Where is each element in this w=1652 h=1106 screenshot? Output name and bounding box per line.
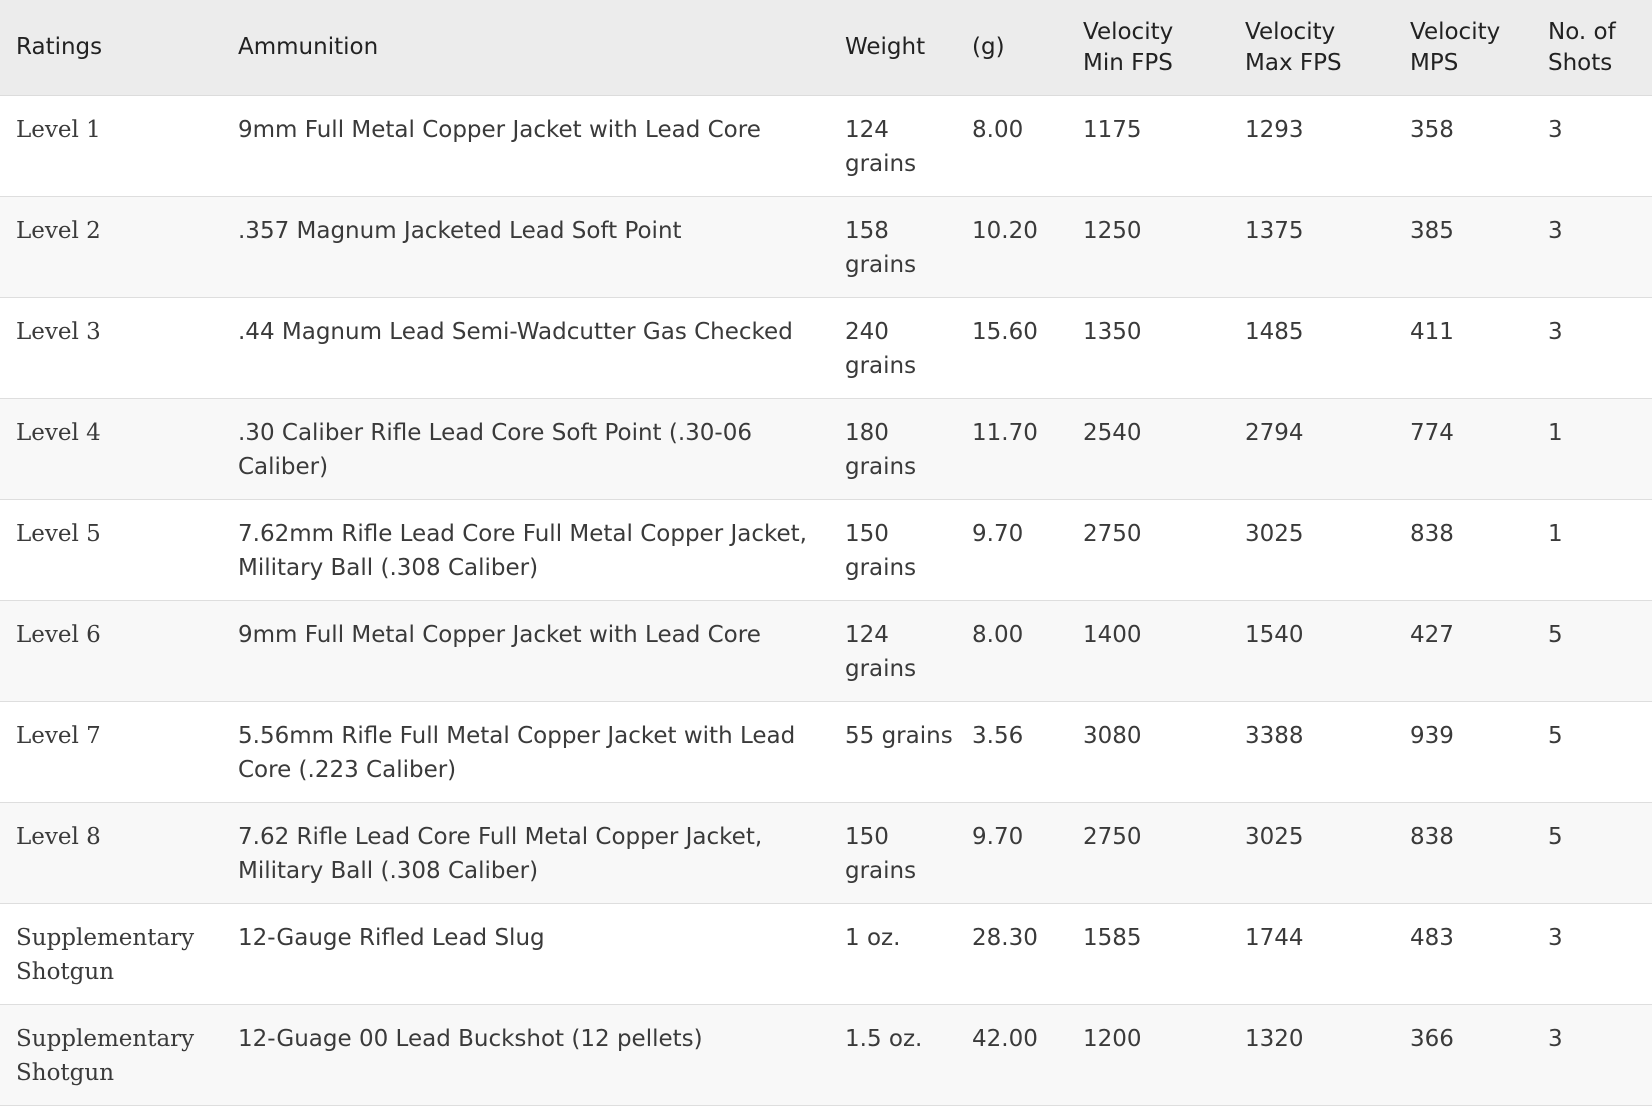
header-velocity-max-fps: Velocity Max FPS	[1245, 18, 1342, 76]
velocity-mps-cell: 427	[1410, 622, 1454, 648]
grams-cell: 28.30	[972, 925, 1038, 951]
table-row	[0, 96, 1652, 197]
ammunition-cell: 9mm Full Metal Copper Jacket with Lead Core	[238, 622, 761, 648]
velocity-min-cell: 1175	[1083, 117, 1142, 143]
velocity-min-cell: 2750	[1083, 824, 1142, 850]
rating-link[interactable]: Level 4	[16, 420, 101, 446]
table-row	[0, 1005, 1652, 1106]
ammunition-cell: 7.62 Rifle Lead Core Full Metal Copper Jacket, Military Ball (.308 Caliber)	[238, 824, 763, 884]
grams-cell: 3.56	[972, 723, 1024, 749]
ammunition-cell: .357 Magnum Jacketed Lead Soft Point	[238, 218, 682, 244]
shots-cell: 5	[1548, 723, 1563, 749]
velocity-mps-cell: 411	[1410, 319, 1454, 345]
velocity-min-cell: 1250	[1083, 218, 1142, 244]
weight-cell: 158 grains	[845, 218, 917, 278]
velocity-mps-cell: 838	[1410, 824, 1454, 850]
velocity-min-cell: 2540	[1083, 420, 1142, 446]
grams-cell: 11.70	[972, 420, 1038, 446]
shots-cell: 5	[1548, 824, 1563, 850]
rating-link[interactable]: Level 1	[16, 117, 101, 143]
shots-cell: 5	[1548, 622, 1563, 648]
table-row	[0, 702, 1652, 803]
velocity-mps-cell: 358	[1410, 117, 1454, 143]
header-number-of-shots: No. of Shots	[1548, 18, 1616, 76]
ammunition-cell: 7.62mm Rifle Lead Core Full Metal Copper Jacket, Military Ball (.308 Caliber)	[238, 521, 807, 581]
velocity-min-cell: 1350	[1083, 319, 1142, 345]
velocity-max-cell: 1375	[1245, 218, 1304, 244]
velocity-max-cell: 3388	[1245, 723, 1304, 749]
velocity-max-cell: 1744	[1245, 925, 1304, 951]
table-row	[0, 197, 1652, 298]
grams-cell: 8.00	[972, 622, 1024, 648]
grams-cell: 9.70	[972, 824, 1024, 850]
header-grams: (g)	[972, 34, 1005, 60]
grams-cell: 15.60	[972, 319, 1038, 345]
velocity-max-cell: 3025	[1245, 521, 1304, 547]
rating-link[interactable]: Level 2	[16, 218, 101, 244]
velocity-max-cell: 1485	[1245, 319, 1304, 345]
velocity-min-cell: 1400	[1083, 622, 1142, 648]
rating-link[interactable]: Supplementary Shotgun	[16, 1026, 195, 1086]
velocity-mps-cell: 838	[1410, 521, 1454, 547]
ammunition-cell: .44 Magnum Lead Semi-Wadcutter Gas Checked	[238, 319, 793, 345]
shots-cell: 3	[1548, 319, 1563, 345]
rating-link[interactable]: Supplementary Shotgun	[16, 925, 195, 985]
weight-cell: 1 oz.	[845, 925, 901, 951]
weight-cell: 1.5 oz.	[845, 1026, 923, 1052]
velocity-min-cell: 1585	[1083, 925, 1142, 951]
header-velocity-mps: Velocity MPS	[1410, 18, 1501, 76]
velocity-mps-cell: 774	[1410, 420, 1454, 446]
grams-cell: 42.00	[972, 1026, 1038, 1052]
rating-link[interactable]: Level 7	[16, 723, 101, 749]
shots-cell: 3	[1548, 117, 1563, 143]
velocity-max-cell: 3025	[1245, 824, 1304, 850]
ammunition-cell: .30 Caliber Rifle Lead Core Soft Point (.30-06 Caliber)	[238, 420, 752, 480]
shots-cell: 1	[1548, 420, 1563, 446]
velocity-mps-cell: 483	[1410, 925, 1454, 951]
ammunition-cell: 12-Guage 00 Lead Buckshot (12 pellets)	[238, 1026, 703, 1052]
weight-cell: 180 grains	[845, 420, 917, 480]
weight-cell: 240 grains	[845, 319, 917, 379]
velocity-mps-cell: 385	[1410, 218, 1454, 244]
weight-cell: 55 grains	[845, 723, 953, 749]
table-row	[0, 500, 1652, 601]
rating-link[interactable]: Level 5	[16, 521, 101, 547]
table-row	[0, 803, 1652, 904]
table-row	[0, 904, 1652, 1005]
grams-cell: 9.70	[972, 521, 1024, 547]
weight-cell: 150 grains	[845, 824, 917, 884]
table-body	[0, 96, 1652, 1106]
velocity-mps-cell: 366	[1410, 1026, 1454, 1052]
ammunition-cell: 12-Gauge Rifled Lead Slug	[238, 925, 545, 951]
rating-link[interactable]: Level 8	[16, 824, 101, 850]
velocity-max-cell: 1320	[1245, 1026, 1304, 1052]
shots-cell: 1	[1548, 521, 1563, 547]
rating-link[interactable]: Level 6	[16, 622, 101, 648]
weight-cell: 124 grains	[845, 117, 917, 177]
header-ratings: Ratings	[16, 34, 103, 60]
velocity-max-cell: 1293	[1245, 117, 1304, 143]
header-velocity-min-fps: Velocity Min FPS	[1083, 18, 1174, 76]
velocity-max-cell: 1540	[1245, 622, 1304, 648]
table-row	[0, 601, 1652, 702]
weight-cell: 150 grains	[845, 521, 917, 581]
weight-cell: 124 grains	[845, 622, 917, 682]
velocity-min-cell: 2750	[1083, 521, 1142, 547]
shots-cell: 3	[1548, 925, 1563, 951]
header-weight: Weight	[845, 34, 926, 60]
velocity-mps-cell: 939	[1410, 723, 1454, 749]
header-ammunition: Ammunition	[238, 34, 379, 60]
grams-cell: 10.20	[972, 218, 1038, 244]
table-row	[0, 399, 1652, 500]
ammunition-cell: 9mm Full Metal Copper Jacket with Lead Core	[238, 117, 761, 143]
velocity-min-cell: 1200	[1083, 1026, 1142, 1052]
shots-cell: 3	[1548, 1026, 1563, 1052]
table-row	[0, 298, 1652, 399]
grams-cell: 8.00	[972, 117, 1024, 143]
ammunition-cell: 5.56mm Rifle Full Metal Copper Jacket with Lead Core (.223 Caliber)	[238, 723, 796, 783]
rating-link[interactable]: Level 3	[16, 319, 101, 345]
velocity-max-cell: 2794	[1245, 420, 1304, 446]
table-header-row	[0, 0, 1652, 96]
velocity-min-cell: 3080	[1083, 723, 1142, 749]
shots-cell: 3	[1548, 218, 1563, 244]
